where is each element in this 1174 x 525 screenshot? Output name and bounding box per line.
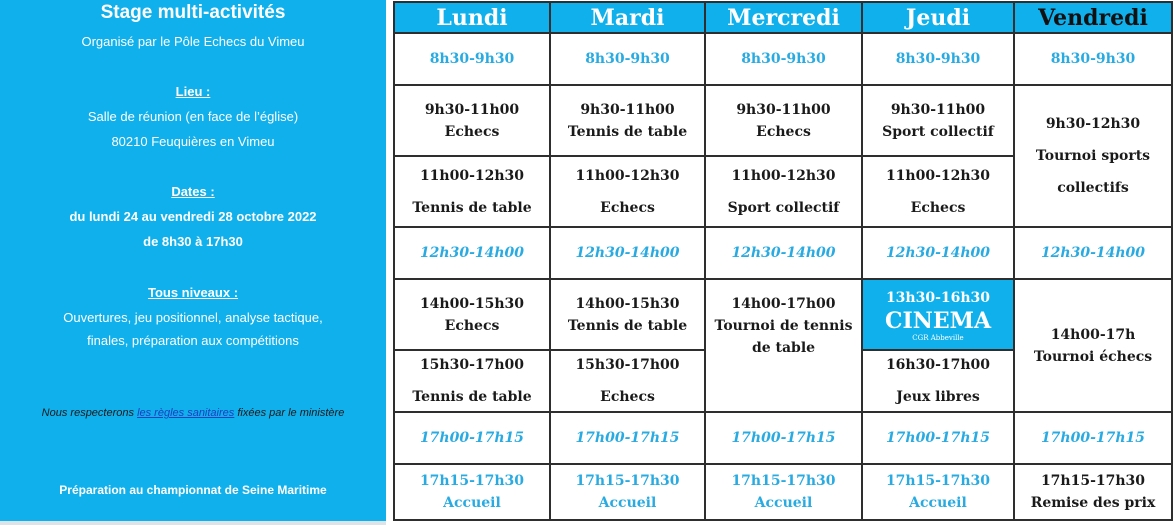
end-time: 17h15-17h30 [885,473,991,489]
slot-activity: Jeux libres [896,389,980,405]
schedule-table [393,1,1173,521]
end-jeudi [862,464,1014,520]
end-time: 17h15-17h30 [731,473,836,489]
slot-activity: Sport collectif [727,199,840,216]
slot-activity: Echecs [756,123,811,140]
lunch-jeudi: 12h30-14h00 [862,227,1014,279]
lunch-mercredi: 12h30-14h00 [705,227,862,279]
note-text-after: fixées par le ministère [234,407,345,419]
slot-time: 14h00-15h30 [575,295,680,312]
slot-lundi-1 [394,85,550,156]
slot-time: 9h30-11h00 [890,101,986,118]
slot-time: 9h30-11h00 [580,101,675,118]
slot-jeudi-cinema [862,279,1014,350]
cinema-title: CINEMA [884,307,992,334]
slot-time: 14h00-17h [1050,326,1136,343]
slot-time: 14h00-15h30 [419,295,525,312]
slot-mercredi-1 [705,85,862,156]
slot-mercredi-2 [705,156,862,227]
morning-row-1 [394,85,1172,156]
slot-lundi-4 [394,350,550,412]
end-row [394,464,1172,520]
slot-time: 11h00-12h30 [419,167,525,184]
arrival-mardi: 8h30-9h30 [550,33,705,85]
end-vendredi [1014,464,1172,520]
end-time: 17h15-17h30 [575,473,680,489]
info-panel [0,0,386,521]
lunch-row [394,227,1172,279]
arrival-mercredi: 8h30-9h30 [705,33,862,85]
info-subtitle: Organisé par le Pôle Echecs du Vimeu [81,34,305,49]
end-activity: Accueil [909,495,967,511]
day-header-mercredi: Mercredi [705,2,862,33]
slot-activity: Echecs [600,199,655,216]
slot-mercredi-afternoon [705,279,862,412]
slot-activity: Tennis de table [412,199,532,216]
break-row [394,412,1172,464]
slot-time: 15h30-17h00 [419,357,525,373]
day-header-lundi: Lundi [394,2,550,33]
break-mardi: 17h00-17h15 [550,412,705,464]
break-lundi: 17h00-17h15 [394,412,550,464]
slot-time: 16h30-17h00 [885,357,991,373]
niveaux-line-2: finales, préparation aux compétitions [87,333,299,348]
lunch-lundi: 12h30-14h00 [394,227,550,279]
slot-time: 9h30-11h00 [424,101,520,118]
slot-time: 14h00-17h00 [731,295,836,312]
break-mercredi: 17h00-17h15 [705,412,862,464]
slot-activity: Echecs [910,199,966,216]
arrival-lundi: 8h30-9h30 [394,33,550,85]
slot-activity: Echecs [600,389,655,405]
end-mercredi [705,464,862,520]
slot-activity: Tournoi sports [1035,148,1151,164]
end-time: 17h15-17h30 [419,473,525,489]
slot-time: 15h30-17h00 [575,357,680,373]
slot-activity: Tennis de table [567,317,688,334]
day-header-vendredi: Vendredi [1014,2,1172,33]
slot-activity: Tennis de table [567,123,688,140]
cinema-place: CGR Abbeville [912,333,964,342]
slot-activity: Tournoi échecs [1033,348,1153,365]
lieu-heading: Lieu : [175,84,211,99]
slot-jeudi-4 [862,350,1014,412]
lunch-vendredi: 12h30-14h00 [1014,227,1172,279]
sanitary-note [0,407,386,419]
niveaux-line-1: Ouvertures, jeu positionnel, analyse tactique, [63,310,323,325]
slot-activity: Sport collectif [882,123,994,140]
slot-vendredi-afternoon [1014,279,1172,412]
slot-time: 11h00-12h30 [731,167,836,184]
dates-line-1: du lundi 24 au vendredi 28 octobre 2022 [69,209,317,224]
niveaux-heading: Tous niveaux : [147,285,239,300]
slot-activity-cont: collectifs [1057,180,1129,196]
slot-time: 11h00-12h30 [885,167,991,184]
slot-mardi-3 [550,279,705,350]
slot-activity: Echecs [444,317,500,334]
slot-activity: Tennis de table [412,389,532,405]
slot-jeudi-1 [862,85,1014,156]
slot-activity: Tournoi de tennis [714,317,853,334]
end-activity: Accueil [598,495,657,511]
slot-time: 9h30-11h00 [736,101,831,118]
championship-footer: Préparation au championnat de Seine Maritime [59,483,327,497]
day-header-jeudi: Jeudi [862,2,1014,33]
day-header-mardi: Mardi [550,2,705,33]
end-activity: Accueil [443,495,501,511]
note-text-before: Nous respecterons [41,407,138,419]
slot-mardi-2 [550,156,705,227]
header-row [394,2,1172,33]
end-time: 17h15-17h30 [1040,473,1146,489]
end-lundi [394,464,550,520]
dates-line-2: de 8h30 à 17h30 [143,234,243,249]
break-vendredi: 17h00-17h15 [1014,412,1172,464]
lunch-mardi: 12h30-14h00 [550,227,705,279]
slot-vendredi-morning [1014,85,1172,227]
end-activity: Remise des prix [1030,495,1156,511]
afternoon-row-1 [394,279,1172,350]
slot-time: 9h30-12h30 [1045,116,1141,132]
arrival-vendredi: 8h30-9h30 [1014,33,1172,85]
slot-lundi-3 [394,279,550,350]
sanitary-rules-link[interactable]: les règles sanitaires [137,407,235,419]
slot-jeudi-2 [862,156,1014,227]
slot-mardi-1 [550,85,705,156]
slot-mardi-4 [550,350,705,412]
dates-heading: Dates : [171,184,215,199]
slot-lundi-2 [394,156,550,227]
slot-activity: Echecs [444,123,500,140]
end-mardi [550,464,705,520]
lieu-line-2: 80210 Feuquières en Vimeu [111,134,275,149]
panel-bottom-strip [0,521,386,525]
cinema-time: 13h30-16h30 [885,289,991,306]
end-activity: Accueil [754,495,813,511]
slot-activity-cont: de table [751,339,816,356]
slot-time: 11h00-12h30 [575,167,680,184]
arrival-jeudi: 8h30-9h30 [862,33,1014,85]
break-jeudi: 17h00-17h15 [862,412,1014,464]
info-title: Stage multi-activités [100,2,286,23]
lieu-line-1: Salle de réunion (en face de l’église) [87,109,299,124]
arrival-row [394,33,1172,85]
